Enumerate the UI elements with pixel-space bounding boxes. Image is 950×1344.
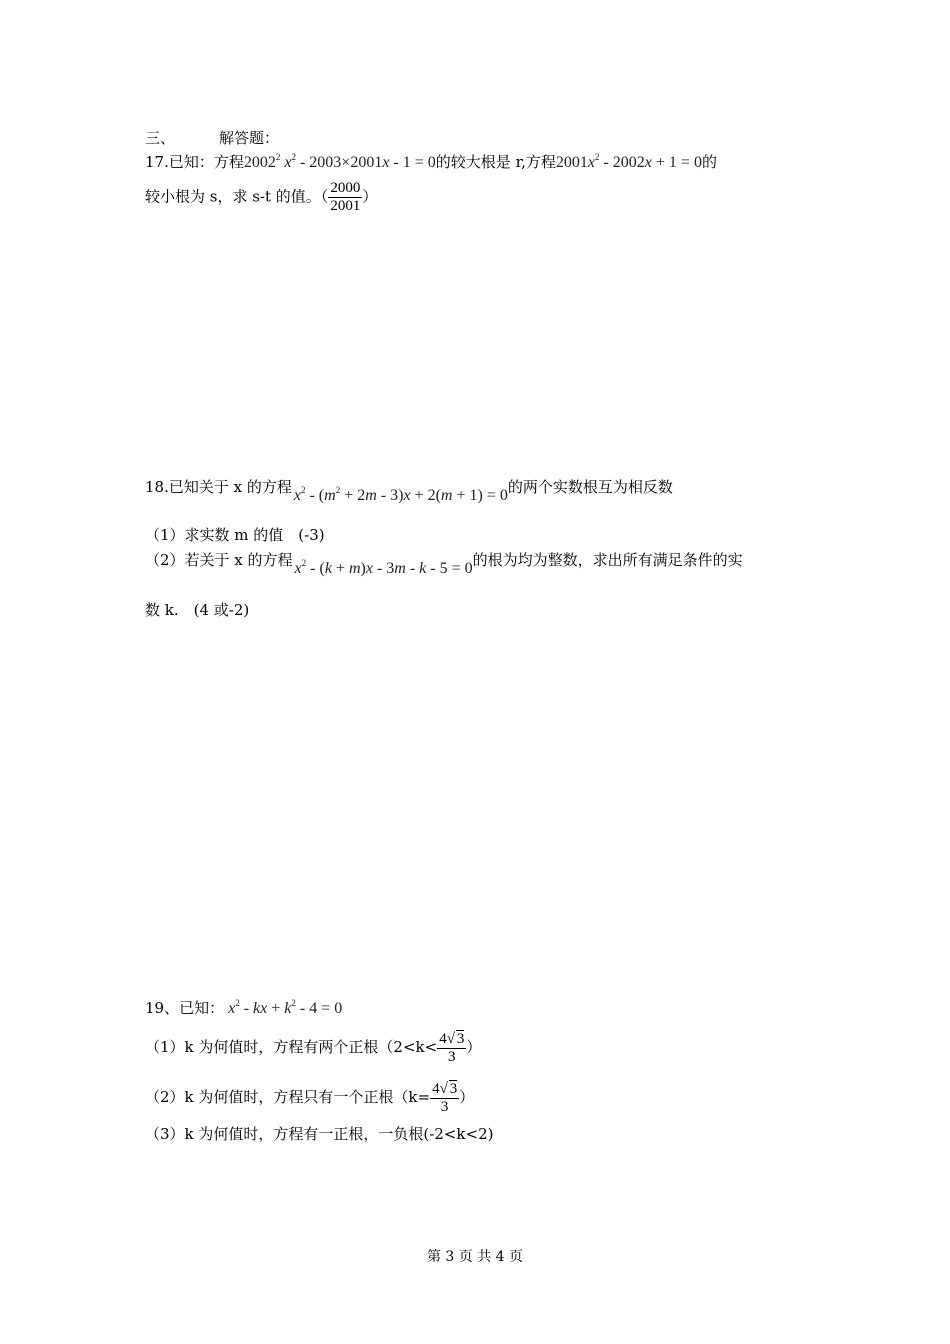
q17-answer-fraction: $\frac{2000}{2001}$ [330,180,361,214]
section-number: 三、 [145,129,176,147]
page-footer: 第 3 页 共 4 页 [426,1249,524,1265]
q17-equation2: $2001x^2 - 2002x + 1 = 0$ [555,152,702,171]
q17-prefix: 17.已知：方程 [145,153,244,171]
q17-line2: 较小根为 s，求 s-t 的值。（ $\frac{2000}{2001}$ ） [145,180,378,214]
q17-equation1: 2002$^2$ $x^2 - 2003\times 2001x - 1 = 0$ [243,152,436,171]
q19-part1: （1）k 为何值时，方程有两个正根（2<k< $\frac{4√ 3}{3}$ ） [145,1031,482,1065]
q19-part2-fraction: $\frac{4√ 3}{3}$ [432,1081,458,1115]
q19-equation: $x^2$ - kx + $k^2 - 4 = 0$ [228,998,343,1017]
q19-prefix: 19、已知： [145,999,225,1017]
q19-line1 [145,998,342,1019]
q18-suffix: 的两个实数根互为相反数 [507,478,673,496]
q17-mid: 的较大根是 r,方程 [435,153,556,171]
q18-equation2: $x^2 - (k + m)x - 3m - k - 5 = 0$ [294,558,473,577]
q19-part2: （2）k 为何值时，方程只有一个正根（k= $\frac{4√ 3}{3}$ ） [145,1081,475,1115]
q19-part3: （3）k 为何值时，方程有一正根，一负根(-2<k<2) [145,1125,494,1143]
q18-part2-line2: 数 k. (4 或-2) [145,601,250,619]
q18-equation: $x^2 - (m^2 + 2m - 3)x + 2(m + 1) = 0$ [293,485,508,504]
section-title: 解答题： [219,129,280,147]
q18-part2-line1: （2）若关于 x 的方程 $x^2 - (k + m)x - 3m - k - 5 = 0$的根为均为整数，求出所有满足条件的实 [145,551,743,577]
q18-part1: （1）求实数 m 的值 (-3) [145,526,325,544]
q19-part1-fraction: $\frac{4√ 3}{3}$ [439,1031,465,1065]
section-heading [145,128,279,148]
q17-line1 [145,152,717,173]
q17-line2-text: 较小根为 s，求 s-t 的值。（ [145,187,329,206]
q18-line1 [145,477,673,504]
q18-prefix: 18.已知关于 x 的方程 [145,478,292,496]
q17-suffix: 的 [701,153,717,171]
